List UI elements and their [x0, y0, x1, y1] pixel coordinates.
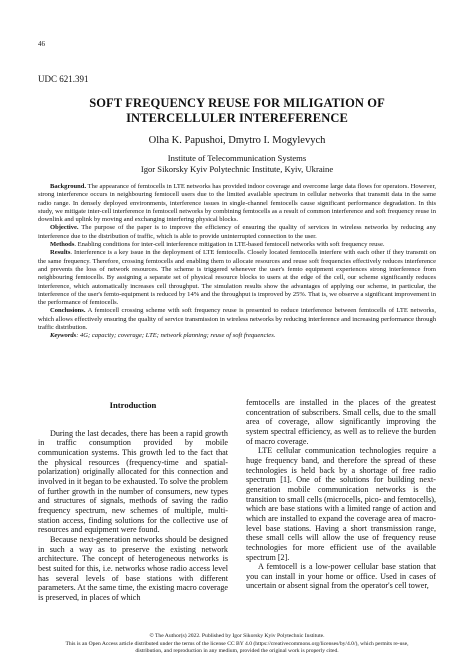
- abstract-results: [38, 249, 436, 307]
- objective-text: The purpose of the paper is to improve the efficiency of ensuring the quality of services in wireless networks by reducing any interference due to the distribution of traffic, which is able to provide uninterrupted connection to the user.: [38, 224, 436, 240]
- conclusions-label: Conclusions.: [50, 307, 86, 315]
- left-paragraph-1: During the last decades, there has been a rapid growth in traffic consumption provided by mobile communication systems. This growth led to the fact that the physical resources (frequency-time and spatial-polarization) originally allocated for this connection and involved in it began to be exhausted. To solve the problem of further growth in the number of consumers, new types and structures of signals, methods of saving the radio frequency spectrum, new schemes of multiple, multi-station access, finding solutions for the collective use of resources and equipment were found.: [38, 428, 228, 535]
- license-footer: [38, 633, 436, 656]
- page-number: 46: [38, 40, 45, 48]
- title-line-2: INTERCELLULER INTEREFERENCE: [126, 111, 348, 125]
- authors: Olha K. Papushoi, Dmytro I. Mogylevych: [148, 135, 326, 146]
- left-paragraph-2: Because next-generation networks should be designed in such a way as to preserve the existing network architecture. The concept of heterogeneous networks is best suited for this, i.e. networks whose radio access level has several levels of base stations with different parameters. At the same time, the existing macro coverage is preserved, in places of which: [38, 534, 228, 602]
- keywords-label: Keywords: [50, 332, 77, 340]
- keywords-text: : 4G; capacity; coverage; LTE; network planning; reuse of soft frequencies.: [76, 332, 276, 340]
- affiliation-line-1: Institute of Telecommunication Systems: [167, 153, 307, 163]
- objective-label: Objective.: [50, 224, 79, 232]
- background-label: Background.: [50, 183, 87, 190]
- right-paragraph-2: LTE cellular communication technologies require a huge frequency band, and therefore the spread of these technologies is held back by a shortage of free radio spectrum [1]. One of the solutions for building next-generation mobile communication networks is the transition to small cells (microcells, pico- and femtocells), which are base stations with a limited range of action and which are installed to expand the coverage area of macro-level base stations. Having a short transmission range, these small cells will allow the use of frequency reuse technologies for more efficient use of the available spectrum [2].: [246, 446, 436, 562]
- abstract: [38, 183, 436, 341]
- paper-title: [60, 96, 414, 126]
- right-paragraph-3: A femtocell is a low-power cellular base station that you can install in your home or office. Used in cases of uncertain or absent signal from the operator's cell tower,: [246, 562, 436, 591]
- abstract-methods: [38, 241, 436, 249]
- methods-text: . Enabling conditions for inter-cell interference mitigation in LTE-based femtocell networks with soft frequency reuse.: [74, 241, 385, 249]
- left-column: [38, 401, 228, 602]
- footer-line-1: © The Author(s) 2022. Published by Igor Sikorsky Kyiv Polytechnic Institute.: [149, 633, 325, 639]
- background-text: The appearance of femtocells in LTE networks has provided indoor coverage and overcome large data flows for operators. However, strong interference occurs in neighbouring femtocell users due to the limited available spectrum in cellular networks that transmit data in the same radio range. In densely deployed environments, interference issues in single-channel femtocells cause significant performance degradation. In this study, we mitigate inter-cell interference in femtocell networks by combining femtocells as a result of common interference and soft frequency reuse in downlink and uplink by moving and exchanging interfering physical blocks.: [38, 183, 436, 224]
- footer-line-3: distribution, and reproduction in any medium, provided the original work is properly cited.: [135, 648, 339, 655]
- conclusions-text: A femtocell crossing scheme with soft frequency reuse is presented to reduce interference between femtocells of LTE networks, which allows effectively ensuring the quality of service transmission in wireless networks by reducing interference and increasing performance through traffic distribution.: [38, 307, 436, 332]
- abstract-keywords: [38, 332, 436, 340]
- right-column: [246, 398, 436, 591]
- methods-label: Methods: [50, 241, 75, 249]
- affiliation-line-2: Igor Sikorsky Kyiv Polytechnic Institute, Kyiv, Ukraine: [140, 164, 334, 174]
- abstract-background: [38, 183, 436, 224]
- results-text: . Interference is a key issue in the deployment of LTE femtocells. Closely located femtocells interfere with each other if they transmit on the same frequency. Therefore, crossing femtocells and enabling them to allocate resources and reuse soft frequencies effectively reduces interference and prevents the loss of network resources. The scheme is triggered whenever the user's femto equipment experiences strong interference from neighbouring femtocells. By assigning a separate set of physical resource blocks to users at the edge of the cell, our scheme significantly reduces interference, which automatically increases cell throughput. The simulation results show the advantages of applying our scheme, in particular, the interference of the user's femto-equipment is reduced by 14% and the throughput is improved by 25%. That is, we observe a significant improvement in the performance of femtocells.: [38, 249, 436, 307]
- abstract-objective: [38, 224, 436, 241]
- introduction-heading: Introduction: [109, 400, 157, 410]
- abstract-conclusions: [38, 307, 436, 332]
- udc-code: UDC 621.391: [38, 74, 89, 84]
- title-line-1: SOFT FREQUENCY REUSE FOR MILIGATION OF: [89, 96, 385, 110]
- right-paragraph-1: femtocells are installed in the places of the greatest concentration of subscribers. Small cells, due to the small area of coverage, allow significantly improving the system spectral efficiency, as well as to relieve the burden of macro coverage.: [246, 398, 436, 446]
- results-label: Results: [50, 249, 71, 257]
- footer-line-2: This is an Open Access article distributed under the terms of the license CC BY 4.0 (https://creativecommons.org/licenses/by/4.0/), which permits re-use,: [65, 640, 409, 647]
- affiliation: [38, 153, 436, 175]
